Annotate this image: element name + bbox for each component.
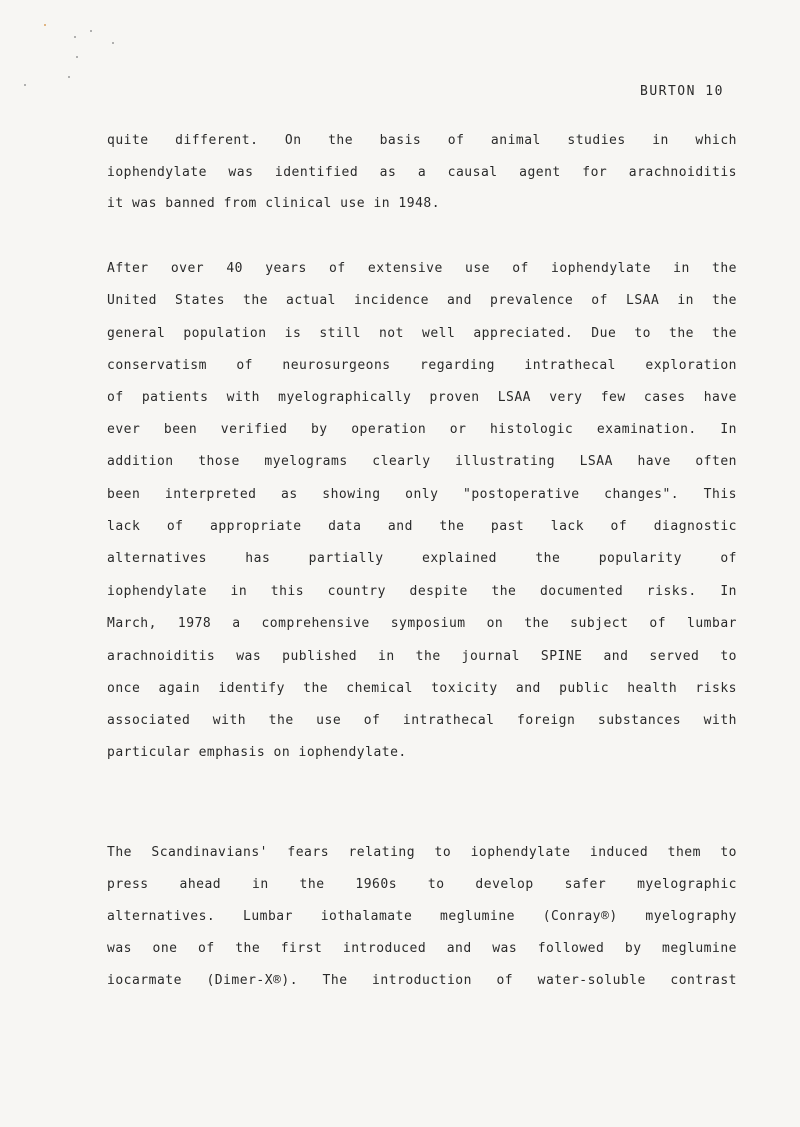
paragraph-3-line-1: The Scandinavians' fears relating to iophendylate induced them to [107, 845, 737, 860]
paragraph-2-line-3: general population is still not well appreciated. Due to the the [107, 326, 737, 341]
paragraph-2-line-8: been interpreted as showing only "postoperative changes". This [107, 487, 737, 502]
paragraph-2-line-13: arachnoiditis was published in the journal SPINE and served to [107, 649, 737, 664]
scan-speck [74, 36, 76, 38]
paragraph-3-line-2: press ahead in the 1960s to develop safer myelographic [107, 877, 737, 892]
scan-speck [90, 30, 92, 32]
paragraph-2-line-14: once again identify the chemical toxicity and public health risks [107, 681, 737, 696]
paragraph-2-line-2: United States the actual incidence and prevalence of LSAA in the [107, 293, 737, 308]
paragraph-3-line-5: iocarmate (Dimer-X®). The introduction of water-soluble contrast [107, 973, 737, 988]
paragraph-2-line-1: After over 40 years of extensive use of iophendylate in the [107, 261, 737, 276]
scan-speck [44, 24, 46, 26]
scan-speck [68, 76, 70, 78]
paragraph-2-line-15: associated with the use of intrathecal foreign substances with [107, 713, 737, 728]
paragraph-1-line-1: quite different. On the basis of animal studies in which [107, 133, 737, 148]
paragraph-2-line-4: conservatism of neurosurgeons regarding intrathecal exploration [107, 358, 737, 373]
scan-speck [112, 42, 114, 44]
paragraph-2-line-16: particular emphasis on iophendylate. [107, 745, 407, 760]
paragraph-2-line-5: of patients with myelographically proven LSAA very few cases have [107, 390, 737, 405]
paragraph-2-line-9: lack of appropriate data and the past lack of diagnostic [107, 519, 737, 534]
paragraph-2-line-11: iophendylate in this country despite the documented risks. In [107, 584, 737, 599]
paragraph-2-line-6: ever been verified by operation or histologic examination. In [107, 422, 737, 437]
page-header-label: BURTON 10 [640, 84, 724, 99]
paragraph-1-line-2: iophendylate was identified as a causal agent for arachnoiditis [107, 165, 737, 180]
paragraph-1-line-3: it was banned from clinical use in 1948. [107, 196, 441, 211]
paragraph-2-line-7: addition those myelograms clearly illustrating LSAA have often [107, 454, 737, 469]
scan-speck [76, 56, 78, 58]
paragraph-2-line-12: March, 1978 a comprehensive symposium on the subject of lumbar [107, 616, 737, 631]
scan-speck [24, 84, 26, 86]
paragraph-3-line-3: alternatives. Lumbar iothalamate meglumine (Conray®) myelography [107, 909, 737, 924]
paragraph-2-line-10: alternatives has partially explained the popularity of [107, 551, 737, 566]
paragraph-3-line-4: was one of the first introduced and was followed by meglumine [107, 941, 737, 956]
